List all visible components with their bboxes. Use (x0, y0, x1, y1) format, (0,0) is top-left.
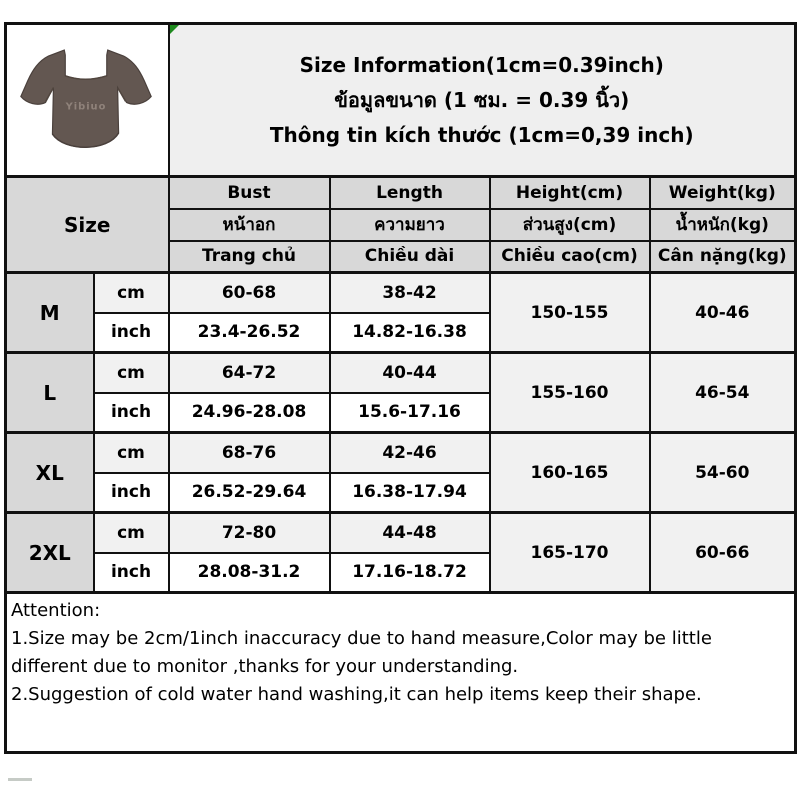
title-line-vi: Thông tin kích thước (1cm=0,39 inch) (269, 122, 694, 147)
col-header-height-vi: Chiều cao(cm) (490, 241, 650, 273)
weight-m: 40-46 (650, 273, 796, 353)
length-inch-l: 15.6-17.16 (330, 393, 490, 433)
attention-cell (6, 593, 796, 753)
height-xl: 160-165 (490, 433, 650, 513)
weight-l: 46-54 (650, 353, 796, 433)
size-label-l: L (6, 353, 94, 433)
tshirt-body (21, 50, 151, 147)
size-chart-sheet (4, 22, 797, 754)
shirt-print-text: Yibiuo (65, 101, 107, 113)
attention-row (6, 593, 796, 753)
size-row-xl-cm (6, 433, 796, 473)
attention-note-1: 1.Size may be 2cm/1inch inaccuracy due to hand measure,Color may be little different due to monitor ,thanks for your understanding. (11, 627, 712, 677)
height-l: 155-160 (490, 353, 650, 433)
length-inch-2xl: 17.16-18.72 (330, 553, 490, 593)
weight-xl: 54-60 (650, 433, 796, 513)
size-label-m: M (6, 273, 94, 353)
length-cm-l: 40-44 (330, 353, 490, 393)
scan-artifact-mark (8, 778, 32, 781)
bust-cm-xl: 68-76 (169, 433, 330, 473)
attention-note-2: 2.Suggestion of cold water hand washing,it can help items keep their shape. (11, 683, 702, 705)
unit-label-inch: inch (94, 313, 169, 353)
unit-label-cm: cm (94, 273, 169, 313)
unit-label-cm: cm (94, 513, 169, 553)
bust-cm-2xl: 72-80 (169, 513, 330, 553)
title-row (6, 24, 796, 177)
size-row-2xl-cm (6, 513, 796, 553)
size-row-m-cm (6, 273, 796, 313)
bust-inch-m: 23.4-26.52 (169, 313, 330, 353)
unit-label-inch: inch (94, 393, 169, 433)
bust-cm-m: 60-68 (169, 273, 330, 313)
height-2xl: 165-170 (490, 513, 650, 593)
unit-label-cm: cm (94, 433, 169, 473)
size-label-2xl: 2XL (6, 513, 94, 593)
col-header-length-vi: Chiều dài (330, 241, 490, 273)
tshirt-image (8, 25, 166, 170)
cell-marker-triangle-icon (170, 25, 179, 34)
col-header-weight-en: Weight(kg) (650, 177, 796, 209)
weight-2xl: 60-66 (650, 513, 796, 593)
col-header-weight-vi: Cân nặng(kg) (650, 241, 796, 273)
col-header-height-en: Height(cm) (490, 177, 650, 209)
unit-label-cm: cm (94, 353, 169, 393)
col-header-weight-th: น้ำหนัก(kg) (650, 209, 796, 241)
length-cm-m: 38-42 (330, 273, 490, 313)
size-header-cell: Size (6, 177, 169, 273)
header-row-en (6, 177, 796, 209)
attention-heading: Attention: (11, 600, 101, 621)
unit-label-inch: inch (94, 553, 169, 593)
length-inch-m: 14.82-16.38 (330, 313, 490, 353)
product-photo-cell (6, 24, 169, 177)
unit-label-inch: inch (94, 473, 169, 513)
length-cm-2xl: 44-48 (330, 513, 490, 553)
col-header-bust-en: Bust (169, 177, 330, 209)
size-label-xl: XL (6, 433, 94, 513)
length-inch-xl: 16.38-17.94 (330, 473, 490, 513)
col-header-height-th: ส่วนสูง(cm) (490, 209, 650, 241)
height-m: 150-155 (490, 273, 650, 353)
bust-inch-xl: 26.52-29.64 (169, 473, 330, 513)
col-header-length-th: ความยาว (330, 209, 490, 241)
bust-cm-l: 64-72 (169, 353, 330, 393)
col-header-bust-th: หน้าอก (169, 209, 330, 241)
length-cm-xl: 42-46 (330, 433, 490, 473)
bust-inch-2xl: 28.08-31.2 (169, 553, 330, 593)
col-header-bust-vi: Trang chủ (169, 241, 330, 273)
title-cell (169, 24, 796, 177)
col-header-length-en: Length (330, 177, 490, 209)
title-line-th: ข้อมูลขนาด (1 ซม. = 0.39 นิ้ว) (334, 87, 630, 112)
bust-inch-l: 24.96-28.08 (169, 393, 330, 433)
size-table (4, 22, 797, 754)
title-line-en: Size Information(1cm=0.39inch) (299, 52, 664, 77)
size-row-l-cm (6, 353, 796, 393)
